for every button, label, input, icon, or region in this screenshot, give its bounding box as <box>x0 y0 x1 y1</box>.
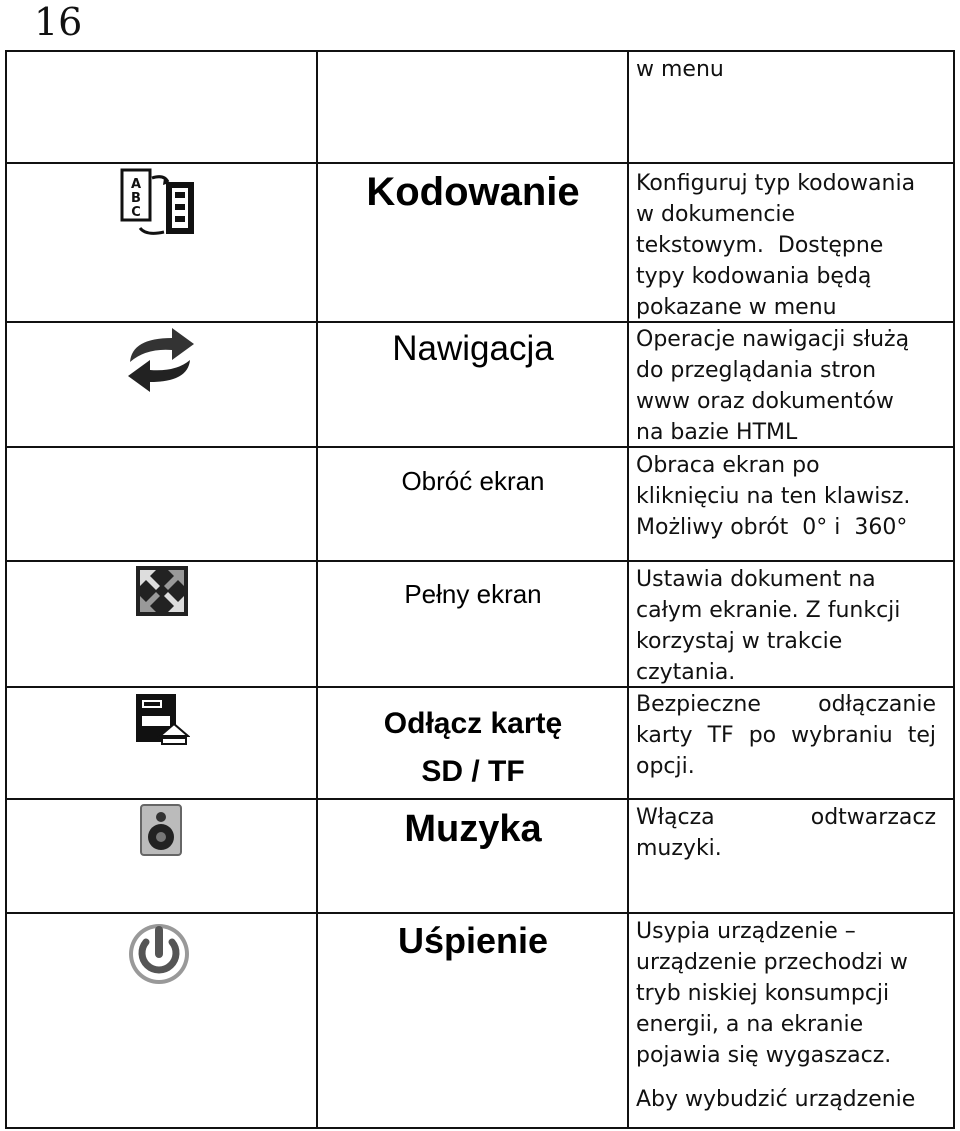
row-divider <box>5 560 955 562</box>
description-line: całym ekranie. Z funkcji <box>636 598 901 623</box>
description-line: muzyki. <box>636 836 722 861</box>
description-line: na bazie HTML <box>636 420 798 445</box>
table-border-top <box>5 50 955 52</box>
description-line: Obraca ekran po <box>636 453 820 478</box>
description-line: korzystaj w trakcie <box>636 629 843 654</box>
name-line: Odłącz kartę <box>383 707 563 740</box>
row-obroc-description <box>636 450 936 543</box>
row-uspienie-description <box>636 916 936 1115</box>
description-line: Aby wybudzić urządzenie <box>636 1087 916 1112</box>
description-line: energii, a na ekranie <box>636 1012 864 1037</box>
row-divider <box>5 162 955 164</box>
row-kodowanie-description <box>636 168 936 323</box>
abc-encoding-icon[interactable] <box>120 168 198 243</box>
description-line: tekstowym. Dostępne <box>636 233 884 258</box>
function-name-pelny-ekran: Pełny ekran <box>404 579 542 609</box>
description-line: Włącza odtwarzacz <box>636 805 936 830</box>
description-line: typy kodowania będą <box>636 264 872 289</box>
description-line: czytania. <box>636 660 736 685</box>
description-line: Konfiguruj typ kodowania <box>636 171 916 196</box>
description-line: urządzenie przechodzi w <box>636 950 908 975</box>
svg-text:A: A <box>130 177 142 192</box>
description-line: www oraz dokumentów <box>636 389 894 414</box>
description-line: Operacje nawigacji służą <box>636 327 910 352</box>
fullscreen-icon[interactable] <box>134 564 190 623</box>
table-border-bottom <box>5 1127 955 1129</box>
description-line: Ustawia dokument na <box>636 567 876 592</box>
table-border-right <box>953 50 955 1129</box>
row-divider <box>5 912 955 914</box>
row-prev-description <box>636 54 936 85</box>
function-name-muzyka: Muzyka <box>404 808 542 850</box>
function-name-kodowanie: Kodowanie <box>366 170 580 214</box>
function-name-obroc-ekran: Obróć ekran <box>401 466 545 496</box>
row-muzyka-description <box>636 802 936 864</box>
description-line: Bezpieczne odłączanie <box>636 692 936 717</box>
page-number: 16 <box>34 0 83 44</box>
speaker-icon[interactable] <box>137 803 185 862</box>
description-line: Usypia urządzenie – <box>636 919 856 944</box>
description-line: karty TF po wybraniu tej <box>636 723 936 748</box>
description-line: do przeglądania stron <box>636 358 877 383</box>
row-odlacz-description <box>636 689 936 782</box>
description-line: kliknięciu na ten klawisz. <box>636 484 911 509</box>
row-pelny-description <box>636 564 936 688</box>
description-line: tryb niskiej konsumpcji <box>636 981 890 1006</box>
power-icon[interactable] <box>126 918 192 991</box>
function-name-nawigacja: Nawigacja <box>392 329 554 368</box>
description-line: w dokumencie <box>636 202 796 227</box>
row-divider <box>5 798 955 800</box>
description-line: pojawia się wygaszacz. <box>636 1043 892 1068</box>
function-name-uspienie: Uśpienie <box>397 920 549 961</box>
table-border-left <box>5 50 7 1129</box>
row-nawigacja-description <box>636 324 936 448</box>
description-line: opcji. <box>636 754 695 779</box>
name-line: SD / TF <box>421 755 525 788</box>
description-line: pokazane w menu <box>636 295 837 320</box>
sd-card-eject-icon[interactable] <box>134 692 190 751</box>
description-line: w menu <box>636 57 724 82</box>
navigation-arrows-icon[interactable] <box>122 326 198 399</box>
description-line: Możliwy obrót 0° i 360° <box>636 515 908 540</box>
function-name-odlacz-karte <box>318 700 628 796</box>
svg-text:B: B <box>131 191 141 206</box>
svg-text:C: C <box>131 205 141 220</box>
